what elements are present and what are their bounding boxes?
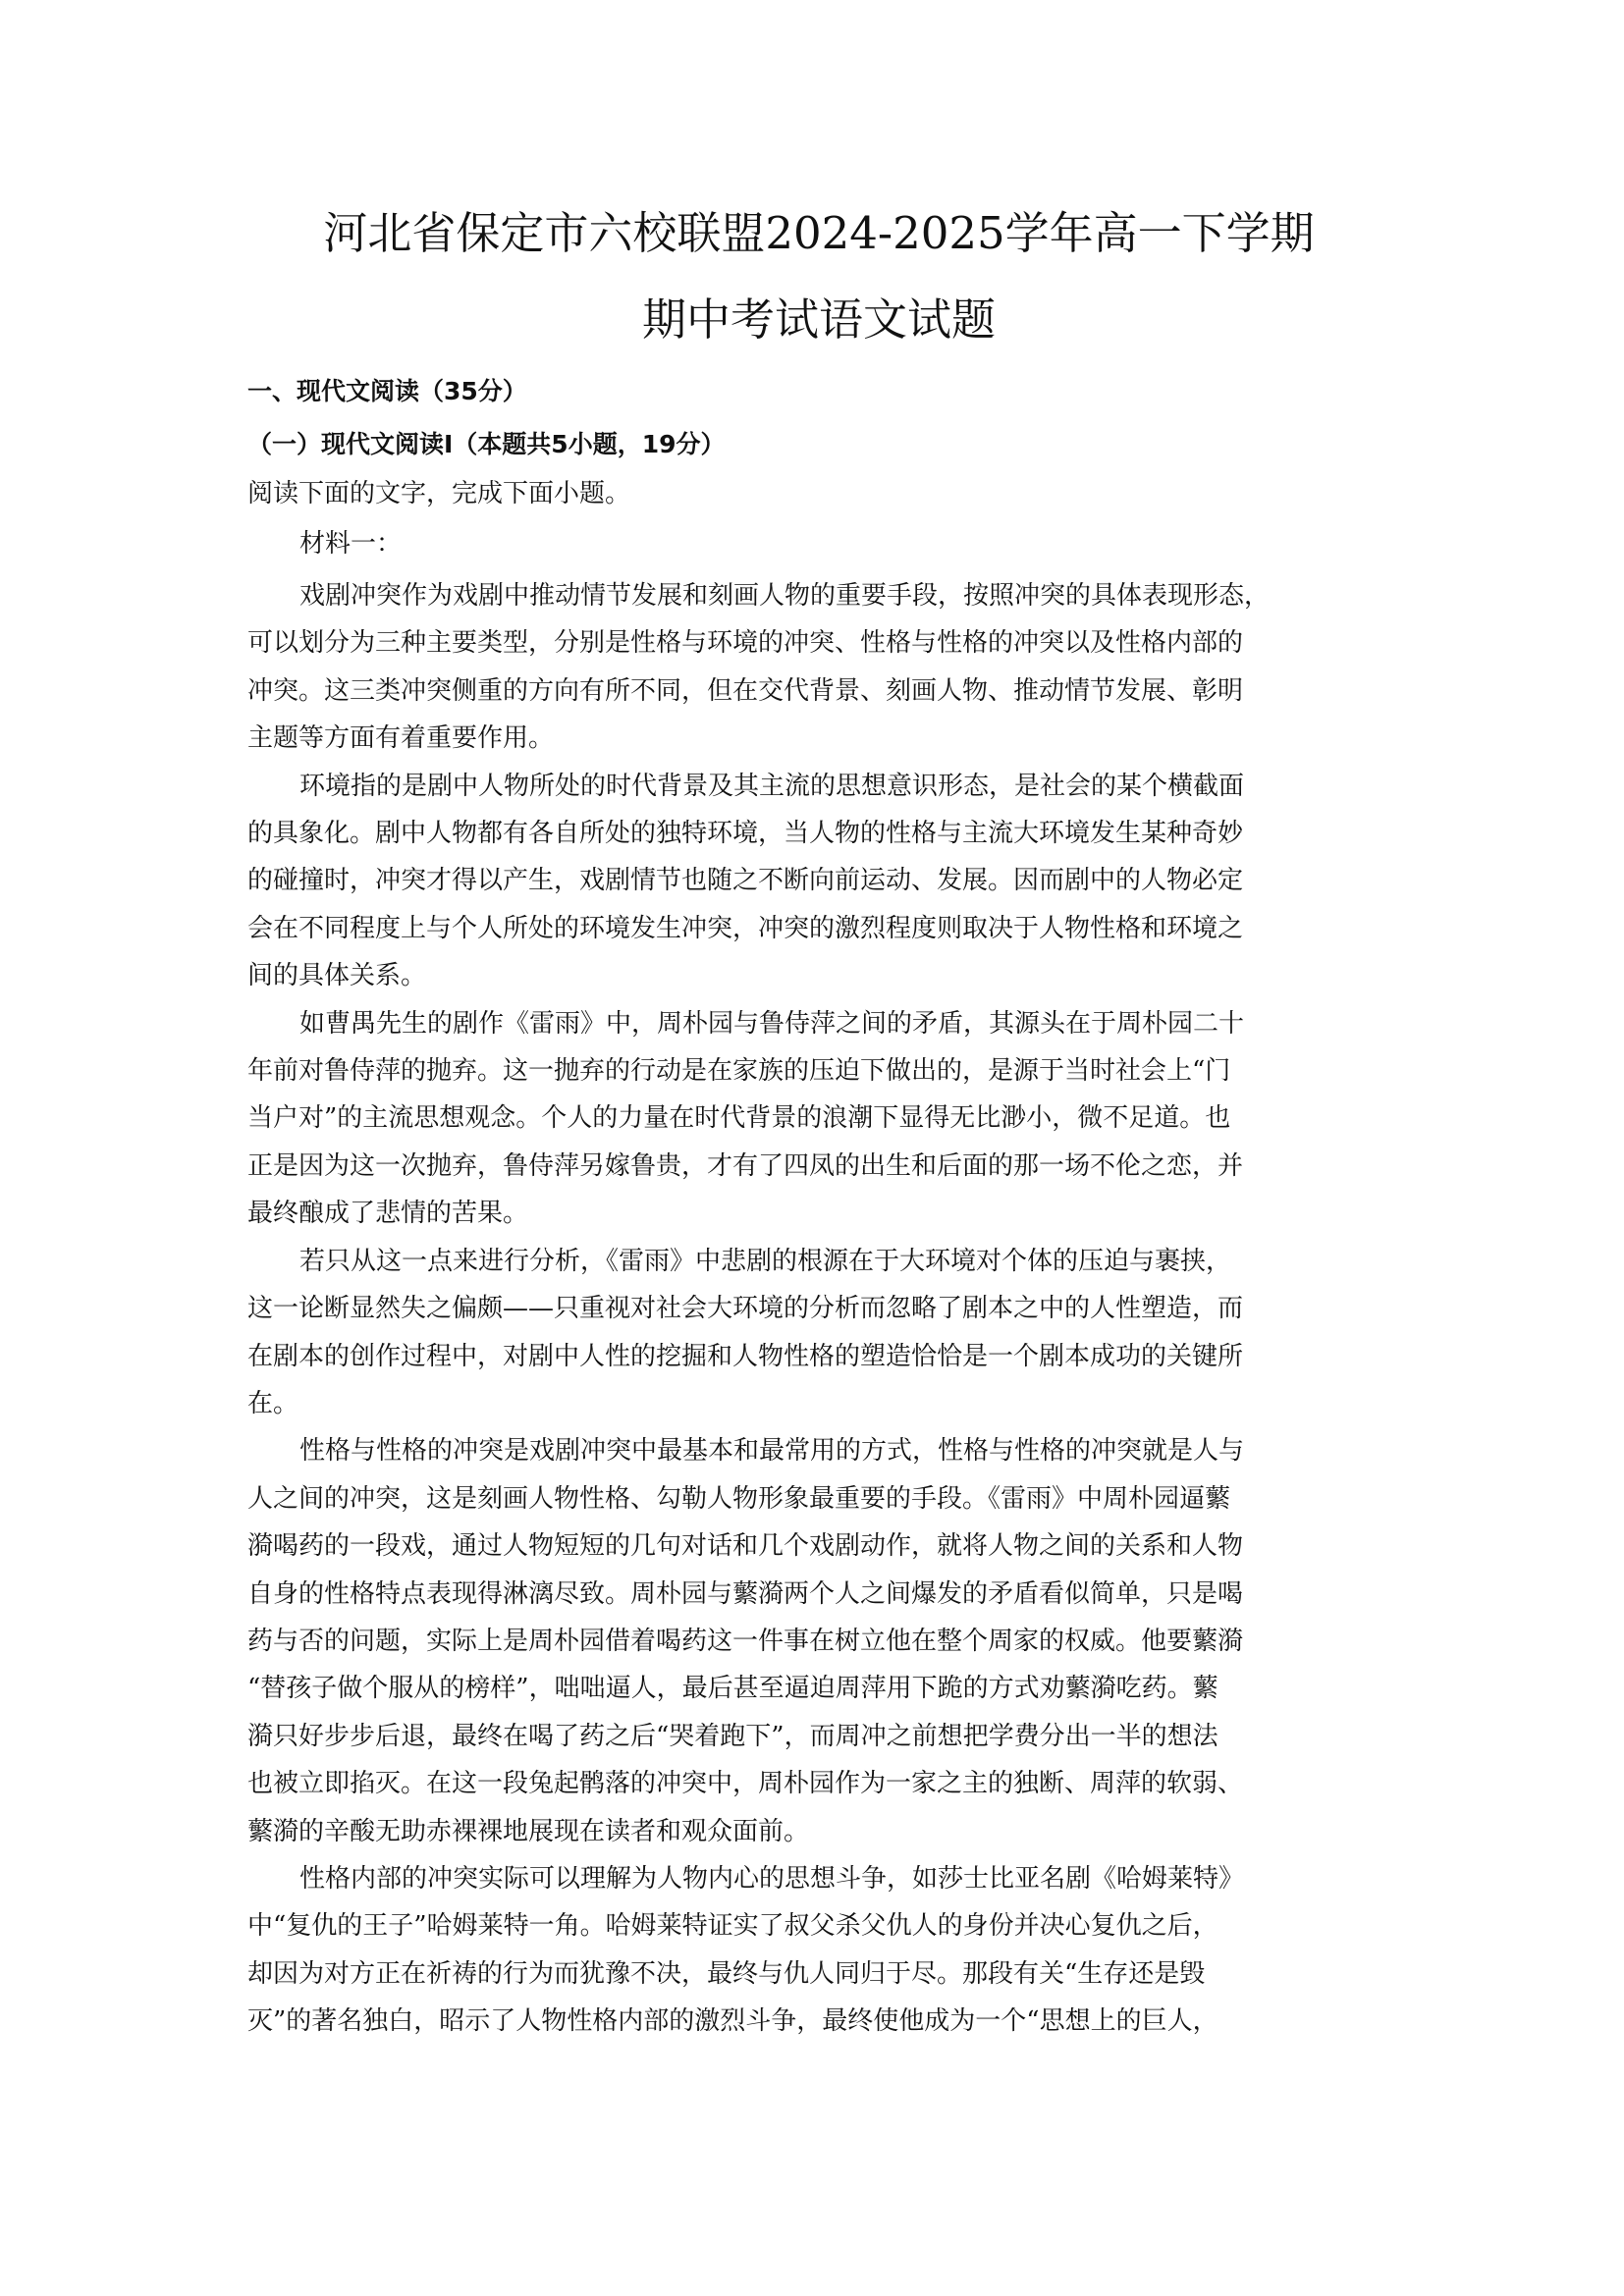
paragraph-line: 中“复仇的王子”哈姆莱特一角。哈姆莱特证实了叔父杀父仇人的身份并决心复仇之后， (247, 1911, 1218, 1942)
reading-instruction: 阅读下面的文字，完成下面小题。 (247, 479, 631, 508)
paragraph-line: 如曹禺先生的剧作《雷雨》中，周朴园与鲁侍萍之间的矛盾，其源头在于周朴园二十 (299, 1008, 1245, 1039)
passage-paragraph (247, 1000, 1390, 1238)
passage-body (247, 572, 1390, 2046)
passage-paragraph (247, 1427, 1390, 1855)
paragraph-line: 冲突。这三类冲突侧重的方向有所不同，但在交代背景、刻画人物、推动情节发展、彰明 (247, 675, 1244, 706)
exam-title-line-1: 河北省保定市六校联盟2024-2025学年高一下学期 (323, 207, 1315, 259)
paragraph-line: 当户对”的主流思想观念。个人的力量在时代背景的浪潮下显得无比渺小，微不足道。也 (247, 1103, 1231, 1134)
paragraph-line: 漪只好步步后退，最终在喝了药之后“哭着跑下”，而周冲之前想把学费分出一半的想法 (247, 1721, 1218, 1751)
paragraph-line: 性格与性格的冲突是戏剧冲突中最基本和最常用的方式，性格与性格的冲突就是人与 (299, 1436, 1245, 1467)
paragraph-line: 却因为对方正在祈祷的行为而犹豫不决，最终与仇人同归于尽。那段有关“生存还是毁 (247, 1958, 1206, 1989)
paragraph-line: 环境指的是剧中人物所处的时代背景及其主流的思想意识形态，是社会的某个横截面 (299, 771, 1245, 801)
paragraph-line: 间的具体关系。 (247, 961, 427, 991)
passage-paragraph (247, 763, 1390, 1000)
paragraph-line: 药与否的问题，实际上是周朴园借着喝药这一件事在树立他在整个周家的权威。他要蘩漪 (247, 1626, 1244, 1656)
material-label: 材料一： (299, 529, 403, 559)
paragraph-line: “替孩子做个服从的榜样”，咄咄逼人，最后甚至逼迫周萍用下跪的方式劝蘩漪吃药。蘩 (247, 1674, 1218, 1704)
paragraph-line: 可以划分为三种主要类型，分别是性格与环境的冲突、性格与性格的冲突以及性格内部的 (247, 628, 1244, 659)
paragraph-line: 在剧本的创作过程中，对剧中人性的挖掘和人物性格的塑造恰恰是一个剧本成功的关键所 (247, 1341, 1244, 1371)
paragraph-line: 自身的性格特点表现得淋漓尽致。周朴园与蘩漪两个人之间爆发的矛盾看似简单，只是喝 (247, 1578, 1244, 1609)
paragraph-line: 的碰撞时，冲突才得以产生，戏剧情节也随之不断向前运动、发展。因而剧中的人物必定 (247, 866, 1244, 896)
subsection-heading: （一）现代文阅读I（本题共5小题，19分） (247, 430, 726, 458)
paragraph-line: 正是因为这一次抛弃，鲁侍萍另嫁鲁贵，才有了四凤的出生和后面的那一场不伦之恋，并 (247, 1150, 1244, 1181)
passage-paragraph (247, 572, 1390, 763)
paragraph-line: 年前对鲁侍萍的抛弃。这一抛弃的行动是在家族的压迫下做出的，是源于当时社会上“门 (247, 1056, 1231, 1087)
section-heading: 一、现代文阅读（35分） (247, 377, 527, 405)
paragraph-line: 蘩漪的辛酸无助赤裸裸地展现在读者和观众面前。 (247, 1816, 810, 1846)
passage-paragraph (247, 1855, 1390, 2046)
paragraph-line: 最终酿成了悲情的苦果。 (247, 1199, 529, 1229)
paragraph-line: 会在不同程度上与个人所处的环境发生冲突，冲突的激烈程度则取决于人物性格和环境之 (247, 913, 1244, 943)
paragraph-line: 性格内部的冲突实际可以理解为人物内心的思想斗争，如莎士比亚名剧《哈姆莱特》 (299, 1863, 1245, 1894)
paragraph-line: 若只从这一点来进行分析，《雷雨》中悲剧的根源在于大环境对个体的压迫与裹挟， (299, 1246, 1232, 1276)
paragraph-line: 这一论断显然失之偏颇——只重视对社会大环境的分析而忽略了剧本之中的人性塑造，而 (247, 1294, 1244, 1324)
paragraph-line: 也被立即掐灭。在这一段兔起鹘落的冲突中，周朴园作为一家之主的独断、周萍的软弱、 (247, 1769, 1244, 1799)
exam-title-line-2: 期中考试语文试题 (641, 294, 996, 346)
paragraph-line: 漪喝药的一段戏，通过人物短短的几句对话和几个戏剧动作，就将人物之间的关系和人物 (247, 1531, 1244, 1562)
paragraph-line: 在。 (247, 1388, 299, 1418)
paragraph-line: 的具象化。剧中人物都有各自所处的独特环境，当人物的性格与主流大环境发生某种奇妙 (247, 819, 1244, 849)
paragraph-line: 主题等方面有着重要作用。 (247, 723, 555, 754)
paragraph-line: 人之间的冲突，这是刻画人物性格、勾勒人物形象最重要的手段。《雷雨》中周朴园逼蘩 (247, 1483, 1231, 1514)
passage-paragraph (247, 1238, 1390, 1428)
paragraph-line: 戏剧冲突作为戏剧中推动情节发展和刻画人物的重要手段，按照冲突的具体表现形态， (299, 581, 1271, 611)
paragraph-line: 灭”的著名独白，昭示了人物性格内部的激烈斗争，最终使他成为一个“思想上的巨人， (247, 2006, 1218, 2037)
